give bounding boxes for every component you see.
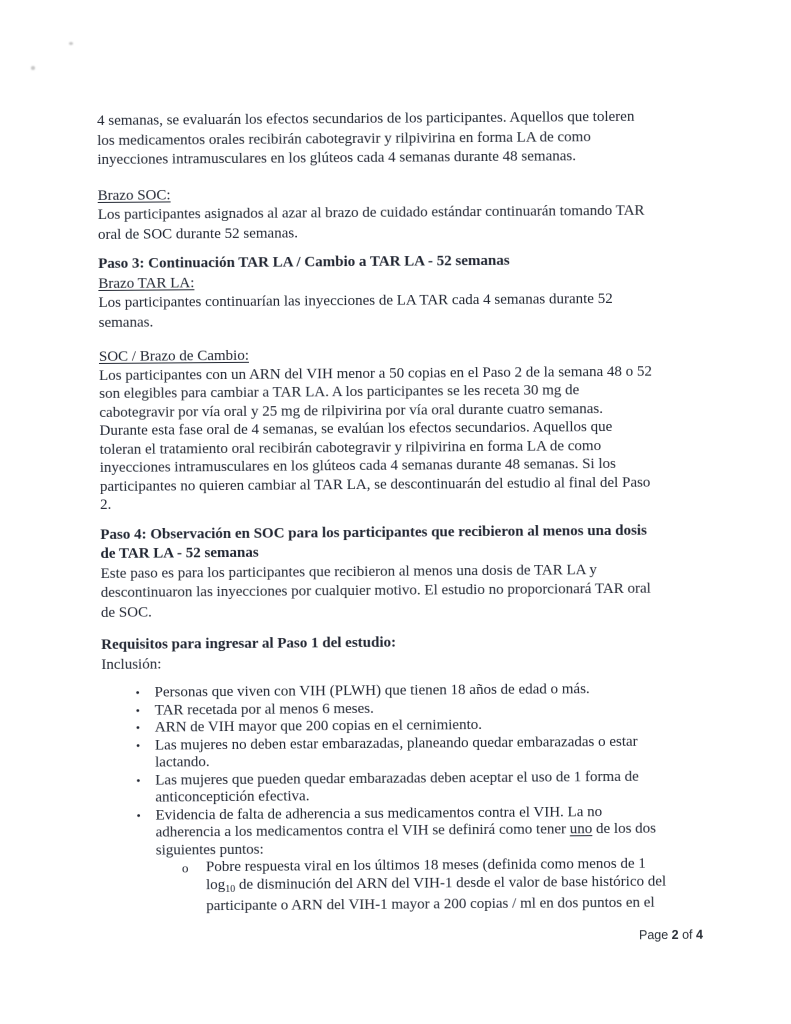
bullet-marker: • — [135, 685, 140, 700]
inclusion-bullet-list — [102, 680, 759, 917]
log10-subscript: 10 — [225, 883, 236, 895]
bullet-item-adherence — [102, 802, 757, 860]
viral-response-part1: Pobre respuesta viral en los últimos 18 meses (definida como menos de 1 log — [205, 855, 646, 893]
adherence-text-part2: de los dos siguientes puntos: — [155, 820, 657, 859]
bullet-text: Personas que viven con VIH (PLWH) que tienen 18 años de edad o más. — [154, 681, 590, 701]
soc-brazo-cambio-body: Los participantes con un ARN del VIH menor a 50 copias en el Paso 2 de la semana 48 o 52 son elegibles para cambiar a TAR LA. A los participantes se les receta 30 mg de cabotegravir por vía oral y 25 mg de rilpivirina por vía oral durante cuatro semanas. Durante esta fase oral de 4 semanas, se evalúan los efectos secundarios. Aquellos que toleran el tratamiento oral recibirán cabotegravir y rilpivirina en forma LA de como inyecciones intramusculares en los glúteos cada 4 semanas durante 48 semanas. Si los participantes no quieren cambiar al TAR LA, se descontinuarán del estudio al final del Paso 2. — [99, 363, 653, 513]
section-paso4 — [100, 520, 756, 623]
bullet-marker: • — [135, 720, 141, 735]
section-requisitos — [101, 631, 756, 675]
page-number-indicator — [639, 928, 703, 943]
page-label: Page — [638, 927, 672, 943]
intro-paragraph: 4 semanas, se evaluarán los efectos secundarios de los participantes. Aquellos que toleren los medicamentos orales recibirán cabotegravir y rilpivirina en forma LA de como inyecciones intramusculares en los glúteos cada 4 semanas durante 48 semanas. — [97, 108, 635, 168]
bullet-item — [102, 732, 757, 772]
adherence-underlined-word: uno — [569, 821, 593, 838]
inclusion-label: Inclusión: — [101, 656, 162, 673]
scan-artifact-speck — [69, 42, 73, 45]
paso4-body: Este paso es para los participantes que recibieron al menos una dosis de TAR LA y descontinuaron las inyecciones por cualquier motivo. El estudio no proporcionará TAR oral de SOC. — [100, 561, 651, 621]
paso4-heading: Paso 4: Observación en SOC para los participantes que recibieron al menos una dosis de TAR LA - 52 semanas — [100, 522, 647, 562]
bullet-marker: • — [136, 808, 141, 823]
current-page-number: 2 — [671, 927, 679, 942]
bullet-marker: • — [136, 773, 141, 788]
brazo-soc-heading: Brazo SOC: — [97, 186, 171, 204]
section-soc-brazo-cambio — [99, 343, 755, 515]
sub-bullet-item-viral-response — [103, 855, 758, 917]
document-content — [97, 107, 758, 917]
scan-artifact-speck — [31, 66, 35, 70]
of-label: of — [678, 927, 697, 942]
adherence-text-part1: Evidencia de falta de adherencia a sus medicamentos contra el VIH. La no adherencia a los medicamentos contra el VIH se definirá como tener — [155, 803, 603, 841]
paso3-heading: Paso 3: Continuación TAR LA / Cambio a TAR LA - 52 semanas — [98, 252, 510, 272]
bullet-marker: • — [135, 738, 141, 753]
brazo-soc-body: Los participantes asignados al azar al brazo de cuidado estándar continuarán tomando TAR oral de SOC durante 52 semanas. — [97, 202, 645, 243]
viral-response-part2: de disminución del ARN del VIH-1 desde el valor de base histórico del participante o ARN del VIH-1 mayor a 200 copias / ml en dos puntos en el — [206, 873, 667, 915]
sub-bullet-text — [206, 855, 758, 916]
section-brazo-soc — [98, 181, 753, 245]
bullet-text: TAR recetada por al menos 6 meses. — [154, 700, 374, 719]
bullet-item — [102, 767, 757, 807]
bullet-text: Las mujeres que pueden quedar embarazadas deben aceptar el uso de 1 forma de anticonceptición efectiva. — [155, 768, 639, 806]
soc-brazo-cambio-heading: SOC / Brazo de Cambio: — [98, 347, 249, 365]
bullet-text: Las mujeres no deben estar embarazadas, planeando quedar embarazadas o estar lactando. — [154, 733, 638, 771]
requisitos-heading: Requisitos para ingresar al Paso 1 del estudio: — [101, 634, 397, 653]
total-page-number: 4 — [695, 927, 704, 942]
brazo-tar-la-heading: Brazo TAR LA: — [98, 274, 195, 292]
bullet-text — [155, 802, 757, 859]
bullet-marker: • — [135, 703, 140, 718]
section-brazo-tar-la — [98, 269, 753, 333]
brazo-tar-la-body: Los participantes continuarían las inyecciones de LA TAR cada 4 semanas durante 52 semanas. — [98, 290, 613, 331]
bullet-text: ARN de VIH mayor que 200 copias en el cernimiento. — [154, 716, 483, 736]
sub-bullet-marker: o — [181, 860, 189, 876]
